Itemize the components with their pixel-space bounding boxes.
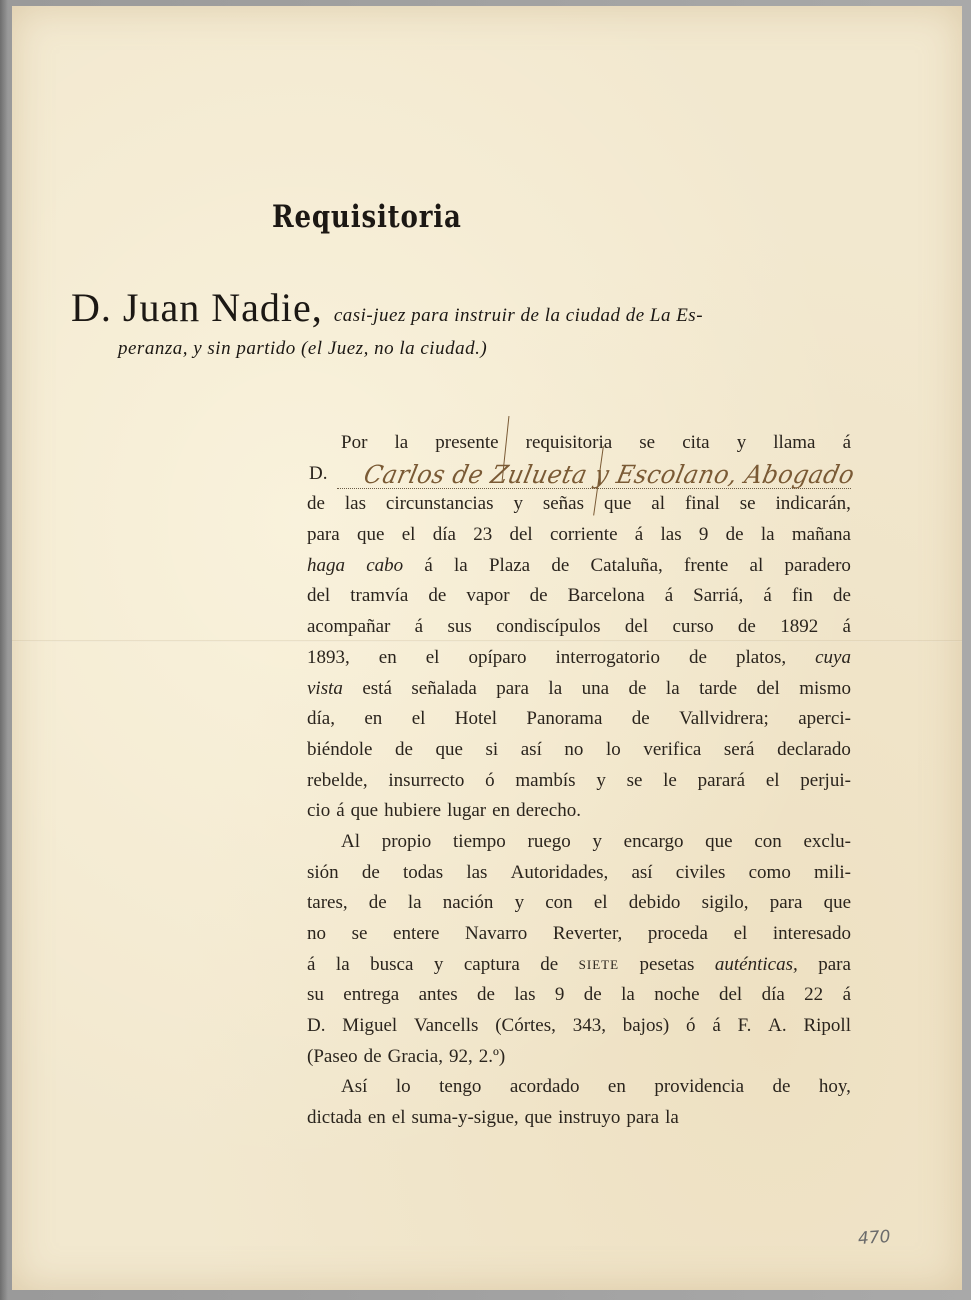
text-line: 1893, en el opíparo interrogatorio de platos, cuya bbox=[307, 646, 851, 668]
handwritten-field bbox=[337, 459, 858, 489]
text-line: biéndole de que si así no lo verifica será declarado bbox=[307, 738, 851, 760]
handwritten-name: Carlos de Zulueta y Escolano, Abogado bbox=[361, 459, 858, 489]
text-line: acompañar á sus condiscípulos del curso de 1892 á bbox=[307, 616, 851, 638]
judge-heading bbox=[71, 284, 871, 331]
text-line: no se entere Navarro Reverter, proceda el interesado bbox=[307, 923, 851, 944]
text-line: de las circunstancias y señas que al final se indicarán, bbox=[307, 493, 851, 515]
text-line: día, en el Hotel Panorama de Vallvidrera; aperci- bbox=[307, 708, 851, 730]
text-line: para que el día 23 del corriente á las 9 de la mañana bbox=[307, 524, 851, 546]
text-line: tares, de la nación y con el debido sigilo, para que bbox=[307, 892, 851, 914]
judge-description-continued: peranza, y sin partido (el Juez, no la ciudad.) bbox=[118, 338, 488, 359]
text-line: D. Miguel Vancells (Córtes, 343, bajos) ó á F. A. Ripoll bbox=[307, 1015, 851, 1037]
text-line: Por la presente requisitoria se cita y llama á bbox=[341, 432, 851, 453]
text-line: rebelde, insurrecto ó mambís y se le parará el perjui- bbox=[307, 769, 851, 791]
text-line: vista está señalada para la una de la tarde del mismo bbox=[307, 677, 851, 699]
text-line: Así lo tengo acordado en providencia de hoy, bbox=[341, 1076, 851, 1098]
text-line: haga cabo á la Plaza de Cataluña, frente al paradero bbox=[307, 554, 851, 576]
addressee-line bbox=[307, 459, 858, 490]
text-line: cio á que hubiere lugar en derecho. bbox=[307, 800, 581, 822]
document-title: Requisitoria bbox=[272, 199, 462, 235]
text-line: (Paseo de Gracia, 92, 2.º) bbox=[307, 1045, 506, 1067]
pencil-page-number: 470 bbox=[857, 1226, 892, 1250]
addressee-prefix: D. bbox=[309, 462, 328, 484]
text-line: á la busca y captura de SIETE pesetas auténticas, para bbox=[307, 953, 851, 975]
text-line: su entrega antes de las 9 de la noche del día 22 á bbox=[307, 984, 851, 1006]
text-line: Al propio tiempo ruego y encargo que con exclu- bbox=[341, 830, 851, 852]
text-line: dictada en el suma-y-sigue, que instruyo para la bbox=[307, 1107, 679, 1129]
judge-name: D. Juan Nadie, bbox=[71, 285, 323, 330]
judge-description: casi-juez para instruir de la ciudad de La Es- bbox=[333, 305, 704, 326]
text-line: sión de todas las Autoridades, así civiles como mili- bbox=[307, 861, 851, 883]
text-line: del tramvía de vapor de Barcelona á Sarriá, á fin de bbox=[307, 585, 851, 607]
requisition-body bbox=[307, 428, 858, 1134]
